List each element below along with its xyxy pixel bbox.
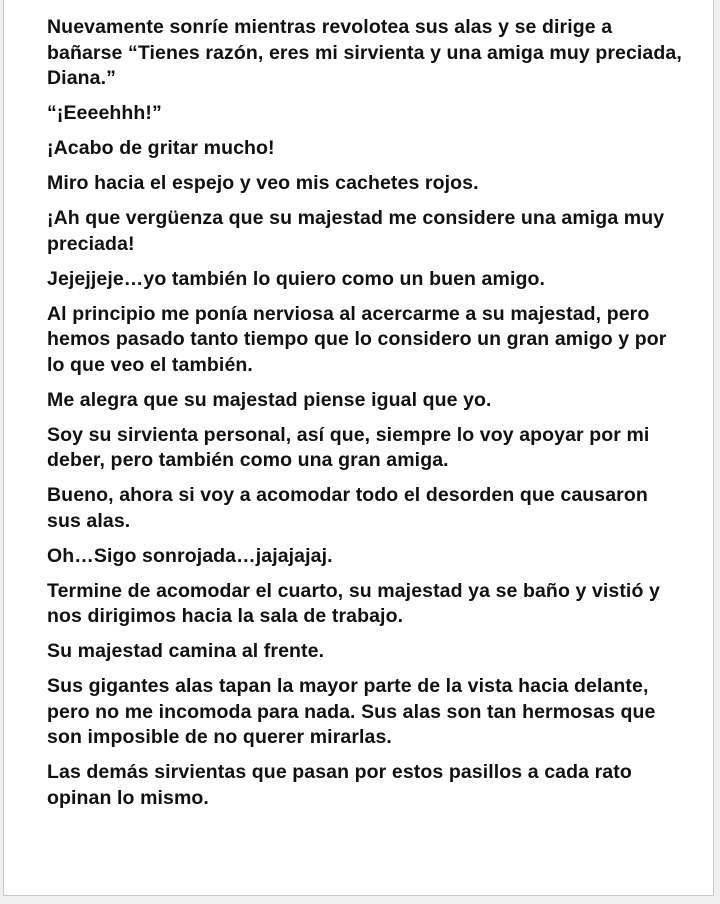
paragraph: Las demás sirvientas que pasan por estos pasillos a cada rato opinan lo mismo. (47, 761, 632, 809)
paragraph: Miro hacia el espejo y veo mis cachetes rojos. (47, 172, 479, 194)
paragraph: Jejejjeje…yo también lo quiero como un buen amigo. (47, 267, 546, 290)
paragraph: ¡Ah que vergüenza que su majestad me considere una amiga muy preciada! (47, 207, 665, 255)
paragraph: Termine de acomodar el cuarto, su majestad ya se baño y vistió y nos dirigimos hacia la sala de trabajo. (47, 579, 660, 627)
paragraph: Oh…Sigo sonrojada…jajajajaj. (47, 544, 333, 567)
document-body (47, 15, 687, 821)
paragraph: Su majestad camina al frente. (47, 640, 325, 662)
paragraph: Al principio me ponía nerviosa al acercarme a su majestad, pero hemos pasado tanto tiempo que lo considero un gran amigo y por lo que veo el también. (47, 302, 667, 376)
paragraph: Sus gigantes alas tapan la mayor parte de la vista hacia delante, pero no me incomoda para nada. Sus alas son tan hermosas que son imposible de no querer mirarlas. (47, 675, 656, 748)
document-page (3, 0, 714, 896)
paragraph: Soy su sirvienta personal, así que, siempre lo voy apoyar por mi deber, pero también como una gran amiga. (47, 423, 650, 471)
paragraph: “¡Eeeehhh!” (47, 102, 162, 124)
paragraph: ¡Acabo de gritar mucho! (47, 137, 275, 159)
paragraph: Me alegra que su majestad piense igual que yo. (47, 388, 492, 411)
paragraph: Nuevamente sonríe mientras revolotea sus alas y se dirige a bañarse “Tienes razón, eres mi sirvienta y una amiga muy preciada, Diana.” (47, 16, 682, 89)
paragraph: Bueno, ahora si voy a acomodar todo el desorden que causaron sus alas. (47, 484, 648, 532)
